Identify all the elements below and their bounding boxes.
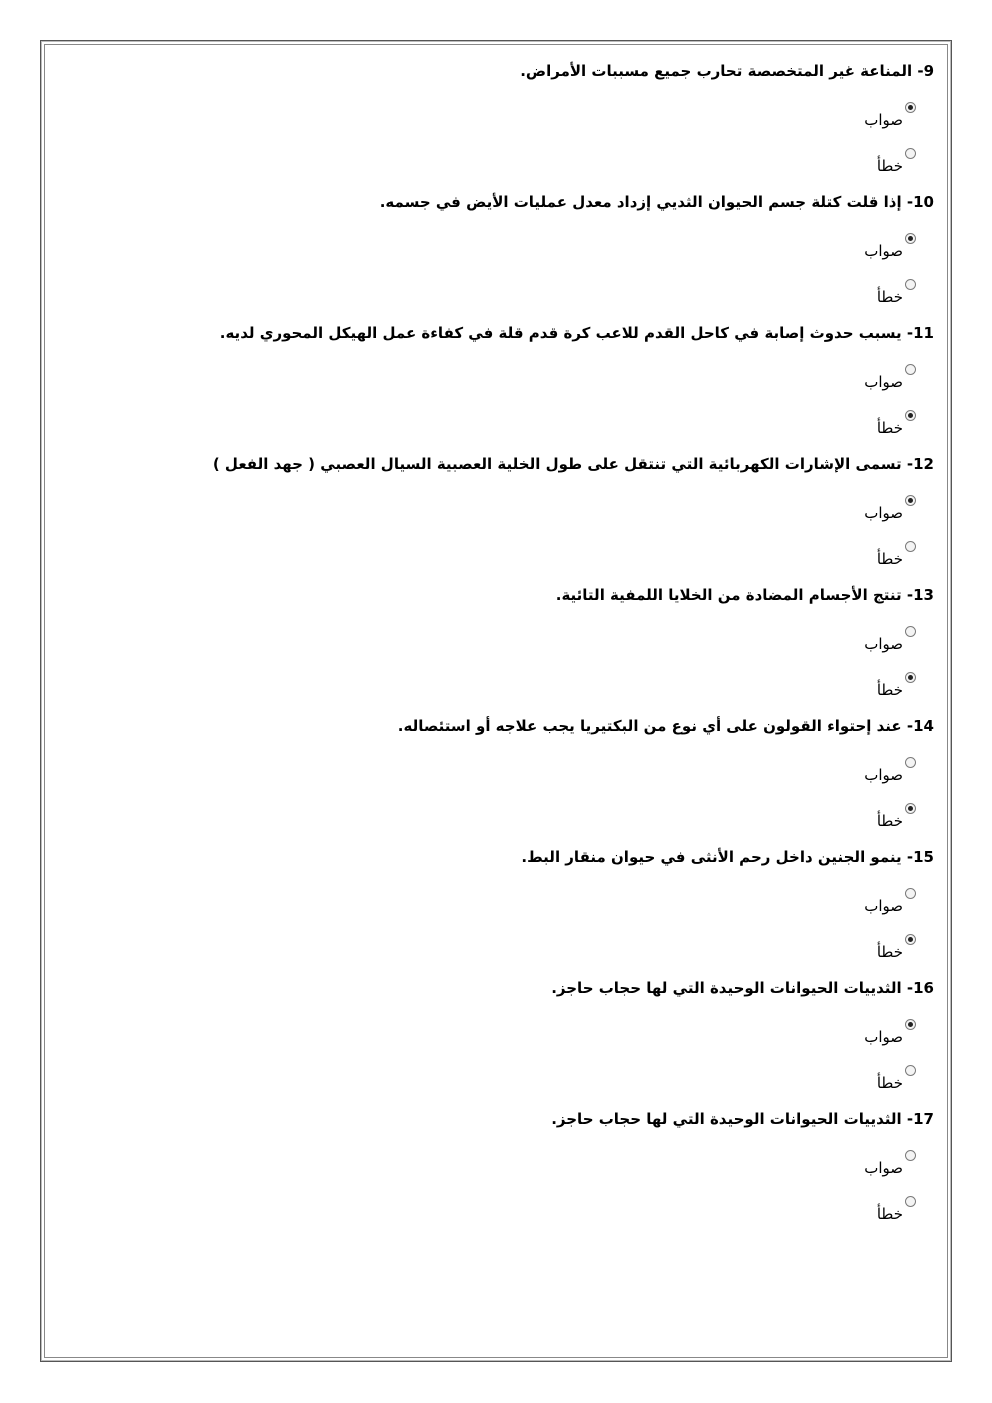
question-text bbox=[551, 1106, 934, 1132]
question-statement: يسبب حدوث إصابة في كاحل القدم للاعب كرة قدم قلة في كفاءة عمل الهيكل المحوري لديه. bbox=[219, 324, 902, 342]
radio-button[interactable] bbox=[905, 672, 916, 683]
option-false[interactable] bbox=[877, 539, 916, 569]
question-number: 13- bbox=[906, 586, 934, 604]
question-text bbox=[521, 844, 934, 870]
question-statement: تنتج الأجسام المضادة من الخلايا اللمفية التائية. bbox=[555, 586, 902, 604]
radio-button[interactable] bbox=[905, 233, 916, 244]
radio-button[interactable] bbox=[905, 803, 916, 814]
option-label: خطأ bbox=[876, 1205, 903, 1223]
question-text bbox=[220, 320, 934, 346]
question-statement: تسمى الإشارات الكهربائية التي تنتقل على طول الخلية العصبية السيال العصبي ( جهد الفعل ) bbox=[212, 455, 902, 473]
question-statement: عند إحتواء القولون على أي نوع من البكتيريا يجب علاجه أو استئصاله. bbox=[397, 717, 902, 735]
question-16 bbox=[60, 975, 934, 1106]
option-true[interactable] bbox=[864, 231, 916, 261]
option-label: صواب bbox=[864, 373, 903, 391]
option-true[interactable] bbox=[864, 755, 916, 785]
option-label: خطأ bbox=[876, 1074, 903, 1092]
question-text bbox=[556, 582, 934, 608]
option-label: صواب bbox=[864, 111, 903, 129]
question-text bbox=[551, 975, 934, 1001]
radio-button[interactable] bbox=[905, 148, 916, 159]
option-true[interactable] bbox=[864, 624, 916, 654]
radio-button[interactable] bbox=[905, 541, 916, 552]
option-false[interactable] bbox=[877, 932, 916, 962]
question-13 bbox=[60, 582, 934, 713]
question-11 bbox=[60, 320, 934, 451]
radio-button[interactable] bbox=[905, 626, 916, 637]
option-false[interactable] bbox=[877, 1063, 916, 1093]
radio-button[interactable] bbox=[905, 757, 916, 768]
question-text bbox=[398, 713, 934, 739]
question-10 bbox=[60, 189, 934, 320]
option-false[interactable] bbox=[877, 277, 916, 307]
option-true[interactable] bbox=[864, 100, 916, 130]
question-9 bbox=[60, 58, 934, 189]
option-label: خطأ bbox=[876, 288, 903, 306]
question-text bbox=[213, 451, 934, 477]
option-label: صواب bbox=[864, 635, 903, 653]
question-number: 12- bbox=[906, 455, 934, 473]
option-label: خطأ bbox=[876, 419, 903, 437]
question-number: 16- bbox=[906, 979, 934, 997]
option-label: صواب bbox=[864, 897, 903, 915]
option-label: خطأ bbox=[876, 157, 903, 175]
option-true[interactable] bbox=[864, 362, 916, 392]
option-label: صواب bbox=[864, 1159, 903, 1177]
option-false[interactable] bbox=[877, 670, 916, 700]
radio-button[interactable] bbox=[905, 1019, 916, 1030]
option-label: خطأ bbox=[876, 550, 903, 568]
option-false[interactable] bbox=[877, 1194, 916, 1224]
question-17 bbox=[60, 1106, 934, 1237]
radio-button[interactable] bbox=[905, 1150, 916, 1161]
question-list bbox=[60, 58, 934, 1237]
radio-button[interactable] bbox=[905, 495, 916, 506]
option-false[interactable] bbox=[877, 408, 916, 438]
radio-button[interactable] bbox=[905, 102, 916, 113]
option-label: خطأ bbox=[876, 943, 903, 961]
question-statement: إذا قلت كتلة جسم الحيوان الثديي إزداد معدل عمليات الأيض في جسمه. bbox=[379, 193, 902, 211]
question-12 bbox=[60, 451, 934, 582]
option-true[interactable] bbox=[864, 886, 916, 916]
radio-button[interactable] bbox=[905, 1196, 916, 1207]
option-label: خطأ bbox=[876, 812, 903, 830]
question-number: 14- bbox=[906, 717, 934, 735]
radio-button[interactable] bbox=[905, 888, 916, 899]
option-label: خطأ bbox=[876, 681, 903, 699]
question-statement: ينمو الجنين داخل رحم الأنثى في حيوان منقار البط. bbox=[521, 848, 902, 866]
option-label: صواب bbox=[864, 504, 903, 522]
question-number: 11- bbox=[906, 324, 934, 342]
question-text bbox=[520, 58, 934, 84]
option-false[interactable] bbox=[877, 146, 916, 176]
question-number: 10- bbox=[906, 193, 934, 211]
question-statement: الثدييات الحيوانات الوحيدة التي لها حجاب حاجز. bbox=[551, 1110, 902, 1128]
question-statement: المناعة غير المتخصصة تحارب جميع مسببات الأمراض. bbox=[520, 62, 913, 80]
option-label: صواب bbox=[864, 242, 903, 260]
radio-button[interactable] bbox=[905, 1065, 916, 1076]
radio-button[interactable] bbox=[905, 364, 916, 375]
question-14 bbox=[60, 713, 934, 844]
radio-button[interactable] bbox=[905, 279, 916, 290]
question-statement: الثدييات الحيوانات الوحيدة التي لها حجاب حاجز. bbox=[551, 979, 902, 997]
option-true[interactable] bbox=[864, 1148, 916, 1178]
option-true[interactable] bbox=[864, 493, 916, 523]
question-number: 17- bbox=[906, 1110, 934, 1128]
question-number: 15- bbox=[906, 848, 934, 866]
option-label: صواب bbox=[864, 1028, 903, 1046]
question-text bbox=[380, 189, 934, 215]
radio-button[interactable] bbox=[905, 410, 916, 421]
option-true[interactable] bbox=[864, 1017, 916, 1047]
option-false[interactable] bbox=[877, 801, 916, 831]
question-15 bbox=[60, 844, 934, 975]
question-number: 9- bbox=[917, 62, 934, 80]
radio-button[interactable] bbox=[905, 934, 916, 945]
option-label: صواب bbox=[864, 766, 903, 784]
